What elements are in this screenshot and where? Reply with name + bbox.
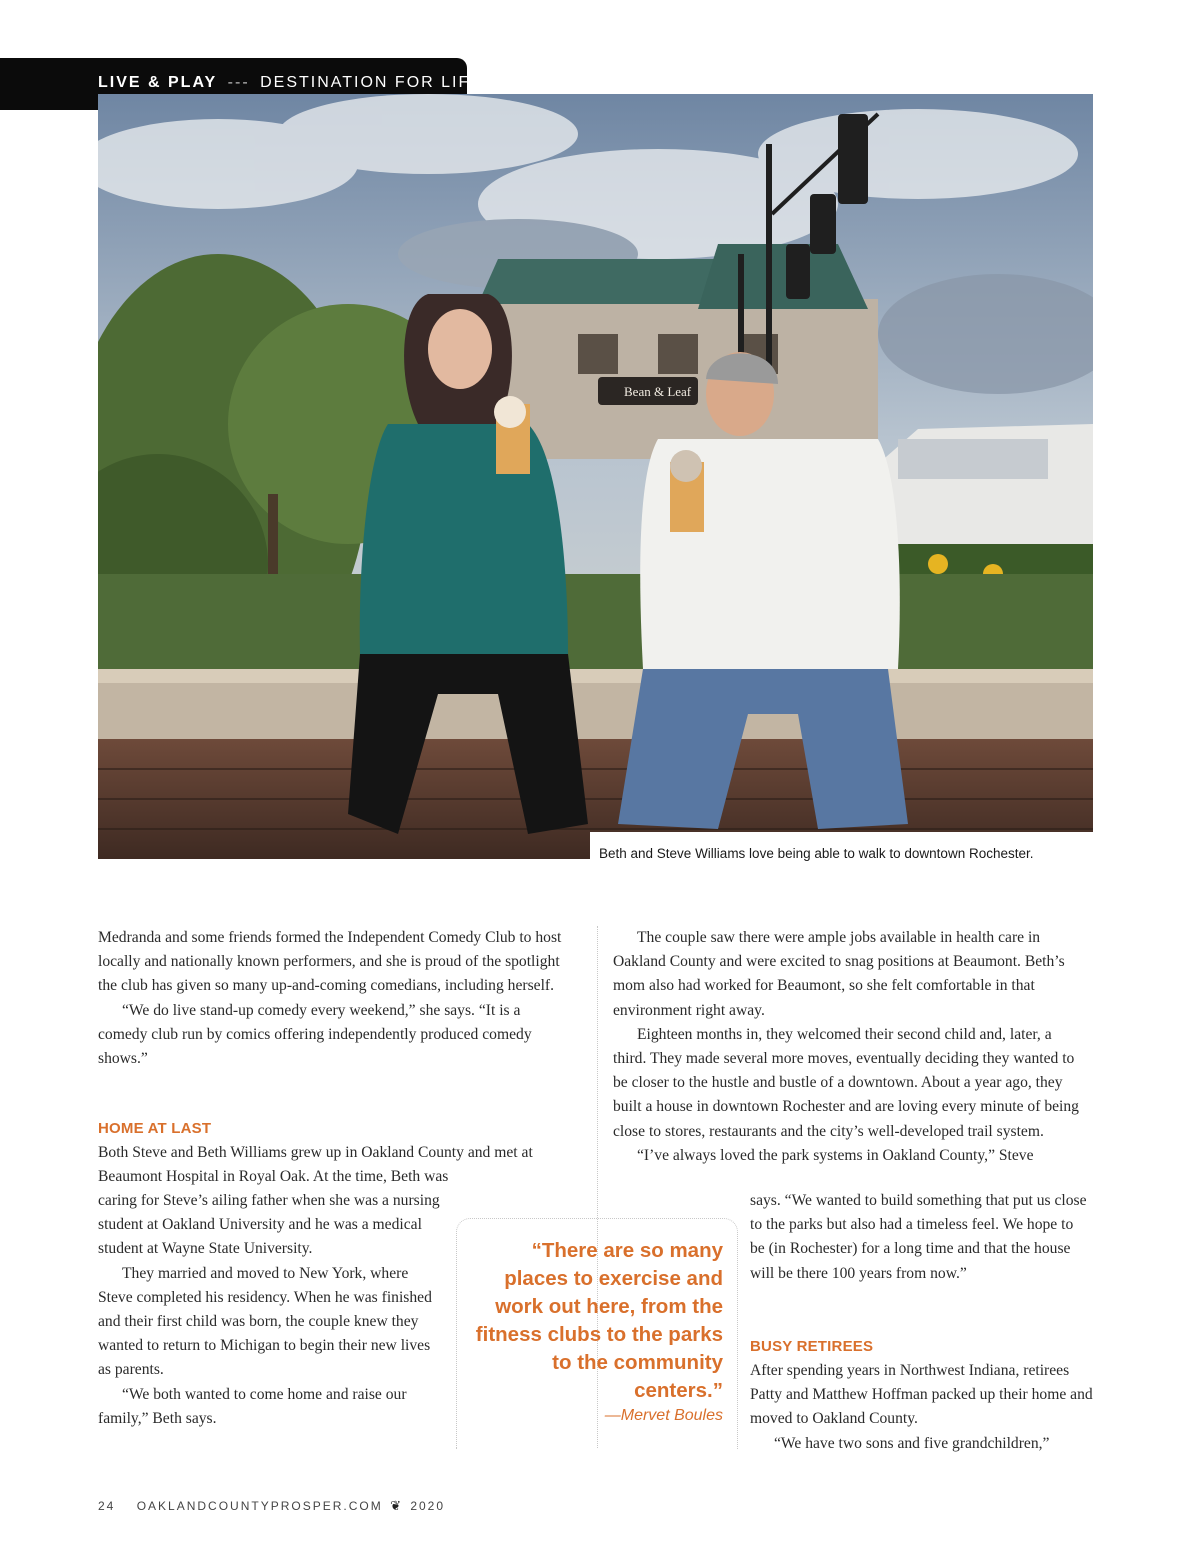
left-column-top (98, 926, 570, 1071)
right-paragraph-4: After spending years in Northwest Indiana, retirees Patty and Matthew Hoffman packed up their home and moved to Oakland County. (750, 1362, 1093, 1428)
section-name: LIVE & PLAY (98, 74, 218, 91)
shop-sign-text: Bean & Leaf (624, 384, 692, 399)
right-paragraph-5: “We have two sons and five grandchildren,” (774, 1434, 1050, 1452)
section-header (98, 74, 483, 92)
left-paragraph-1: Medranda and some friends formed the Independent Comedy Club to host locally and nationally known performers, and she is proud of the spotlight the club has given so many up-and-coming comedians, including herself. (98, 929, 562, 995)
right-paragraph-1: The couple saw there were ample jobs available in health care in Oakland County and were excited to snag positions at Beaumont. Beth’s mom also had worked for Beaumont, so she felt comfortable in that environment right away. (613, 929, 1065, 1019)
left-paragraph-4: They married and moved to New York, where Steve completed his residency. When he was finished and their first child was born, the couple knew they wanted to return to Michigan to begin their new lives as parents. (98, 1264, 432, 1379)
right-column-top (613, 926, 1088, 1168)
footer-year: 2020 (410, 1499, 446, 1513)
section-separator: --- (227, 74, 250, 91)
left-paragraph-3-full: Both Steve and Beth Williams grew up in Oakland County and met at Beaumont Hospital in Royal Oak. At the time, Beth was (98, 1144, 533, 1186)
photo-caption-box (590, 832, 1093, 859)
right-column-narrow (750, 1189, 1090, 1286)
right-paragraph-3-narrow: says. “We wanted to build something that put us close to the parks but also had a timeless feel. We hope to be (in Rochester) for a long time and that the house will be there 100 years from now.” (750, 1192, 1087, 1282)
white-car (878, 424, 1093, 564)
pullquote-text: “There are so many places to exercise and work out here, from the fitness clubs to the parks to the community centers.” (475, 1239, 723, 1402)
left-paragraph-3-narrow: caring for Steve’s ailing father when she was a nursing student at Oakland University and he was a medical student at Wayne State University. (98, 1192, 440, 1258)
subhead-busy-retirees: BUSY RETIREES (750, 1338, 874, 1355)
page-footer (98, 1498, 445, 1514)
leaf-icon: ❦ (390, 1498, 403, 1513)
page-number: 24 (98, 1499, 116, 1513)
subsection-name: DESTINATION FOR LIFE (260, 74, 483, 91)
right-column-bottom (750, 1359, 1095, 1456)
left-paragraph-5: “We both wanted to come home and raise our family,” Beth says. (98, 1385, 407, 1427)
left-paragraph-2: “We do live stand-up comedy every weekend,” she says. “It is a comedy club run by comics offering independently produced comedy shows.” (98, 1001, 532, 1068)
right-paragraph-3-full: “I’ve always loved the park systems in Oakland County,” Steve (637, 1146, 1034, 1164)
feature-photo (98, 94, 1093, 859)
left-column-narrow (98, 1189, 443, 1431)
photo-illustration (98, 94, 1093, 859)
left-column-mid (98, 1141, 558, 1189)
pullquote-attribution: —Mervet Boules (604, 1407, 723, 1424)
footer-site: OAKLANDCOUNTYPROSPER.COM (136, 1499, 383, 1513)
photo-caption: Beth and Steve Williams love being able to walk to downtown Rochester. (599, 846, 1034, 861)
subhead-home-at-last: HOME AT LAST (98, 1120, 212, 1137)
right-paragraph-2: Eighteen months in, they welcomed their second child and, later, a third. They made several more moves, eventually deciding they wanted to be closer to the hustle and bustle of a downtown. About a year ago, they built a house in downtown Rochester and are loving every minute of being close to stores, restaurants and the city’s well-developed trail system. (613, 1025, 1079, 1140)
